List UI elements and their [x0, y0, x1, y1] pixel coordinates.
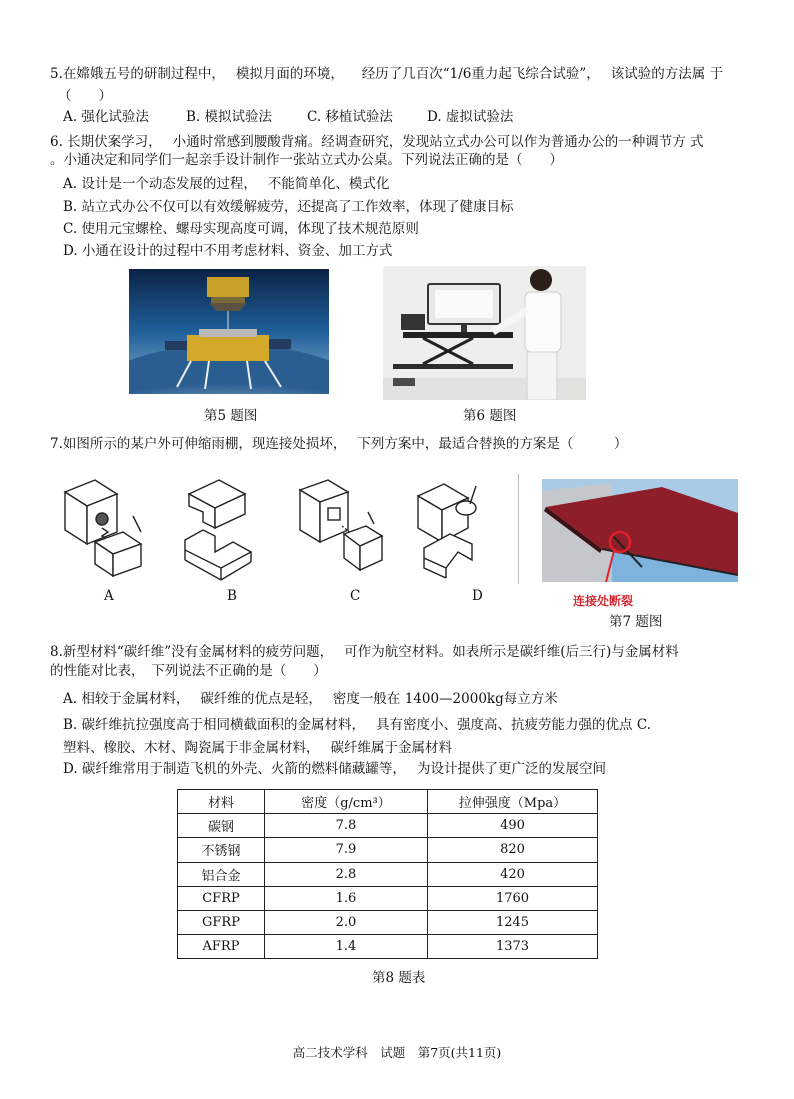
table-row: [178, 910, 598, 934]
q5-option-c: C. 移植试验法: [307, 109, 393, 125]
q7-break-label: 连接处断裂: [573, 594, 634, 608]
figure-7-caption: 第7 题图: [609, 614, 663, 630]
table-cell: 2.0: [265, 910, 428, 934]
table-header-cell: 拉伸强度（Mpa）: [428, 790, 598, 814]
table-header-row: [178, 790, 598, 814]
figure-7-awning-image: [542, 479, 738, 582]
q6-option-b: B. 站立式办公不仅可以有效缓解疲劳，还提高了工作效率，体现了健康目标: [63, 199, 514, 215]
table-cell: 1.6: [265, 886, 428, 910]
q8-option-c: 塑料、橡胶、木材、陶瓷属于非金属材料， 碳纤维属于金属材料: [63, 740, 453, 756]
q7-label-b: B: [227, 588, 237, 604]
q5-option-b: B. 模拟试验法: [186, 109, 273, 125]
q6-option-a: A. 设计是一个动态发展的过程， 不能简单化、模式化: [63, 176, 390, 192]
table-cell: AFRP: [178, 935, 265, 959]
table-row: [178, 862, 598, 886]
materials-table: [177, 789, 598, 959]
q8-stem-line2: 的性能对比表， 下列说法不正确的是（ ）: [50, 663, 327, 679]
figure-6-desk-image: [383, 266, 586, 400]
table-header-cell: 密度（g/cm³）: [265, 790, 428, 814]
page-footer: 高二技术学科 试题 第7页(共11页): [292, 1045, 502, 1060]
table-cell: 7.8: [265, 814, 428, 838]
table-cell: 1.4: [265, 935, 428, 959]
table-cell: 1373: [428, 935, 598, 959]
q7-label-a: A: [104, 588, 114, 604]
q8-option-b: B. 碳纤维抗拉强度高于相同横截面积的金属材料， 具有密度小、强度高、抗疲劳能力强的优点 C.: [63, 717, 651, 733]
figure-5-caption: 第5 题图: [204, 408, 258, 424]
table-row: [178, 886, 598, 910]
q7-option-c-drawing: [292, 472, 392, 582]
table-cell: 2.8: [265, 862, 428, 886]
table-cell: 不锈钢: [178, 838, 265, 862]
table-cell: 碳钢: [178, 814, 265, 838]
q7-stem: 7.如图所示的某户外可伸缩雨棚，现连接处损坏， 下列方案中，最适合替换的方案是（ ）: [50, 436, 628, 452]
table-cell: 820: [428, 838, 598, 862]
q7-option-a-drawing: [55, 472, 155, 582]
q5-option-a: A. 强化试验法: [63, 109, 149, 125]
q7-option-d-drawing: [410, 472, 510, 582]
table-cell: GFRP: [178, 910, 265, 934]
q8-stem-line1: 8.新型材料“碳纤维”没有金属材料的疲劳问题， 可作为航空材料。如表所示是碳纤维(后三行)与金属材料: [50, 644, 679, 660]
q7-label-c: C: [350, 588, 361, 604]
q6-stem-line1: 6. 长期伏案学习， 小通时常感到腰酸背痛。经调查研究，发现站立式办公可以作为普通办公的一种调节方 式: [50, 134, 704, 150]
q5-stem-line2: （ ）: [58, 88, 112, 104]
table-cell: 铝合金: [178, 862, 265, 886]
figure-6-caption: 第6 题图: [463, 408, 517, 424]
figure-5-lander-image: [129, 269, 329, 394]
table-cell: 1245: [428, 910, 598, 934]
q6-stem-line2: 。小通决定和同学们一起亲手设计制作一张站立式办公桌。下列说法正确的是（ ）: [50, 152, 563, 168]
table-cell: 1760: [428, 886, 598, 910]
figure-divider: [518, 474, 519, 584]
q5-stem-line1: 5.在嫦娥五号的研制过程中， 模拟月面的环境， 经历了几百次“1/6重力起飞综合试验”， 该试验的方法属 于: [50, 66, 724, 82]
table-cell: 7.9: [265, 838, 428, 862]
table-row: [178, 838, 598, 862]
table-caption: 第8 题表: [372, 970, 426, 986]
q7-label-d: D: [472, 588, 483, 604]
q6-option-d: D. 小通在设计的过程中不用考虑材料、资金、加工方式: [63, 243, 393, 259]
q7-option-b-drawing: [175, 472, 275, 582]
q5-option-d: D. 虚拟试验法: [427, 109, 514, 125]
table-cell: 420: [428, 862, 598, 886]
table-cell: 490: [428, 814, 598, 838]
table-row: [178, 935, 598, 959]
table-header-cell: 材料: [178, 790, 265, 814]
table-row: [178, 814, 598, 838]
table-cell: CFRP: [178, 886, 265, 910]
q6-option-c: C. 使用元宝螺栓、螺母实现高度可调，体现了技术规范原则: [63, 221, 419, 237]
q8-option-d: D. 碳纤维常用于制造飞机的外壳、火箭的燃料储藏罐等， 为设计提供了更广泛的发展空间: [63, 761, 606, 777]
q8-option-a: A. 相较于金属材料， 碳纤维的优点是轻， 密度一般在 1400—2000kg每立方米: [63, 691, 558, 707]
